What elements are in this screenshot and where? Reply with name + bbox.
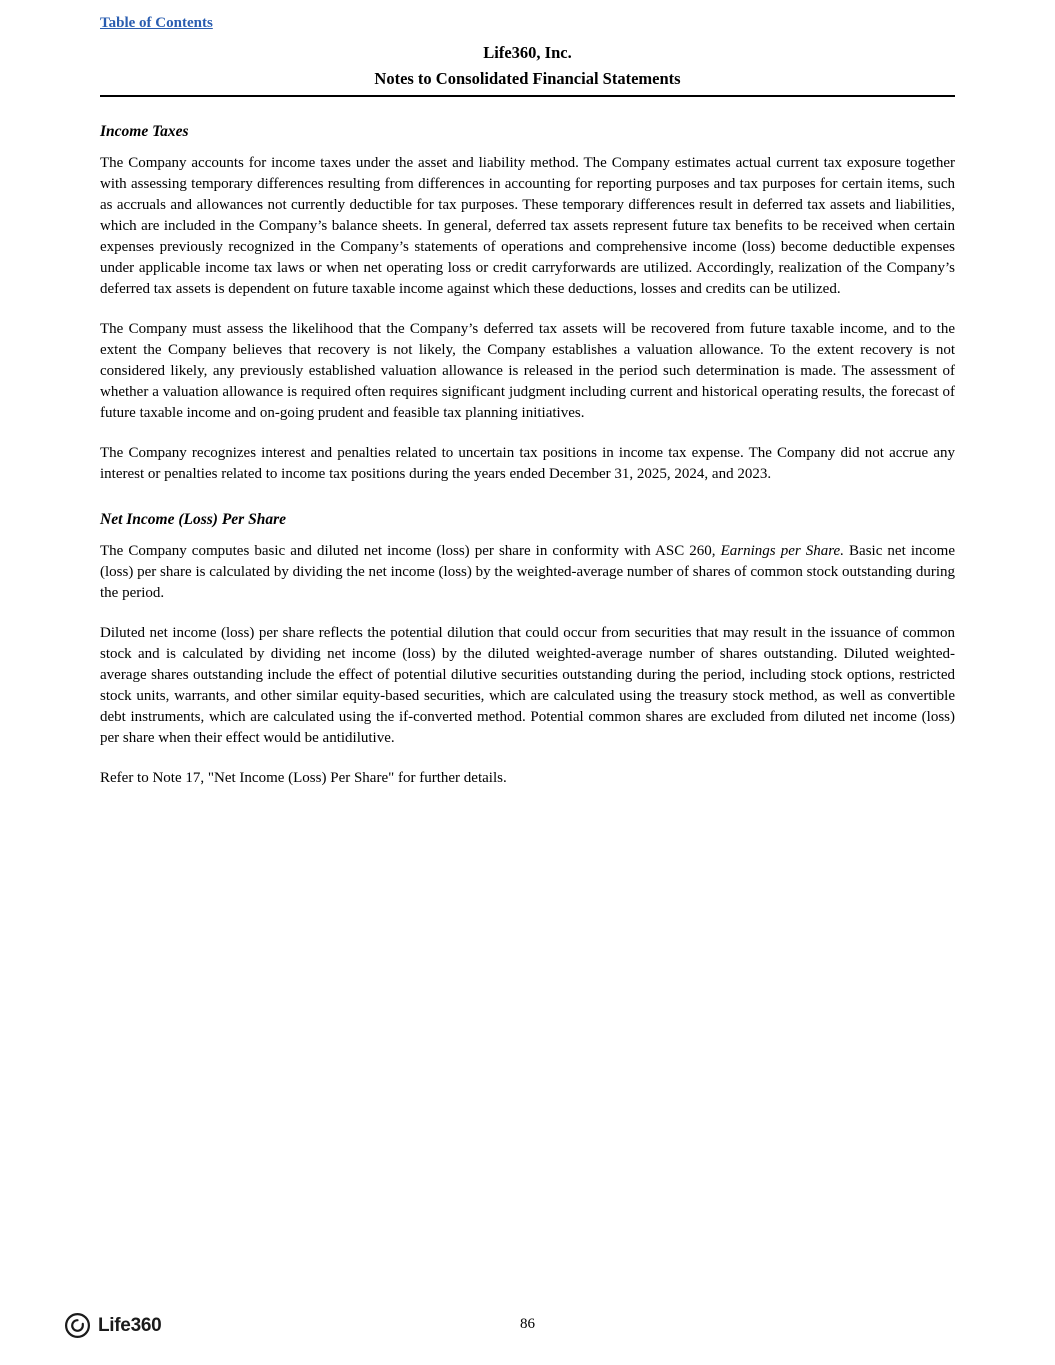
page-footer (0, 1303, 1055, 1345)
income-taxes-paragraph-2: The Company must assess the likelihood that the Company’s deferred tax assets will be recovered from future taxable income, and to the extent the Company believes that recovery is not likely, the Company establishes a valuation allowance. To the extent recovery is not considered likely, any previously established valuation allowance is released in the period such determination is made. The assessment of whether a valuation allowance is required often requires significant judgment including current and historical operating results, the forecast of future taxable income and on-going prudent and feasible tax planning initiatives. (100, 321, 955, 421)
section-income-taxes (100, 123, 955, 485)
section-net-income-per-share (100, 511, 955, 789)
document-subtitle: Notes to Consolidated Financial Statements (374, 69, 681, 88)
table-of-contents-link[interactable]: Table of Contents (100, 15, 213, 31)
net-income-paragraph-2: Diluted net income (loss) per share reflects the potential dilution that could occur from securities that may result in the issuance of common stock and is calculated by dividing net income (loss) by the diluted weighted-average number of shares outstanding. Diluted weighted-average shares outstanding include the effect of potential dilutive securities outstanding during the period, including stock options, restricted stock units, warrants, and other similar equity-based securities, which are calculated using the treasury stock method, as well as convertible debt instruments, which are calculated using the if-converted method. Potential common shares are excluded from diluted net income (loss) per share when their effect would be antidilutive. (100, 625, 955, 746)
life360-logo-text: Life360 (98, 1314, 162, 1336)
income-taxes-heading: Income Taxes (100, 123, 189, 140)
income-taxes-paragraph-1: The Company accounts for income taxes under the asset and liability method. The Company estimates actual current tax exposure together with assessing temporary differences resulting from differences in accounting for reporting purposes and tax purposes for certain items, such as accruals and allowances not currently deductible for tax purposes. These temporary differences result in deferred tax assets and liabilities, which are included in the Company’s balance sheets. In general, deferred tax assets represent future tax benefits to be received when certain expenses previously recognized in the Company’s statements of operations and comprehensive income (loss) become deductible expenses under applicable income tax laws or when net operating loss or credit carryforwards are utilized. Accordingly, realization of the Company’s deferred tax assets is dependent on future taxable income against which these deductions, losses and credits can be utilized. (100, 155, 955, 297)
company-title: Life360, Inc. (483, 43, 572, 62)
paragraph-text-before-citation: The Company computes basic and diluted net income (loss) per share in conformity with ASC 260, (100, 543, 721, 559)
paragraph-text-after-citation: Basic net income (loss) per share is calculated by dividing the net income (loss) by the weighted-average number of shares of common stock outstanding during the period. (100, 543, 955, 601)
page-number: 86 (520, 1316, 535, 1332)
asc-260-citation-title: Earnings per Share. (720, 543, 844, 559)
header-divider (100, 95, 955, 97)
net-income-paragraph-1 (100, 541, 955, 604)
net-income-paragraph-3: Refer to Note 17, "Net Income (Loss) Per Share" for further details. (100, 770, 507, 786)
income-taxes-paragraph-3: The Company recognizes interest and penalties related to uncertain tax positions in income tax expense. The Company did not accrue any interest or penalties related to income tax positions during the years ended December 31, 2025, 2024, and 2023. (100, 445, 955, 482)
net-income-per-share-heading: Net Income (Loss) Per Share (100, 511, 286, 528)
